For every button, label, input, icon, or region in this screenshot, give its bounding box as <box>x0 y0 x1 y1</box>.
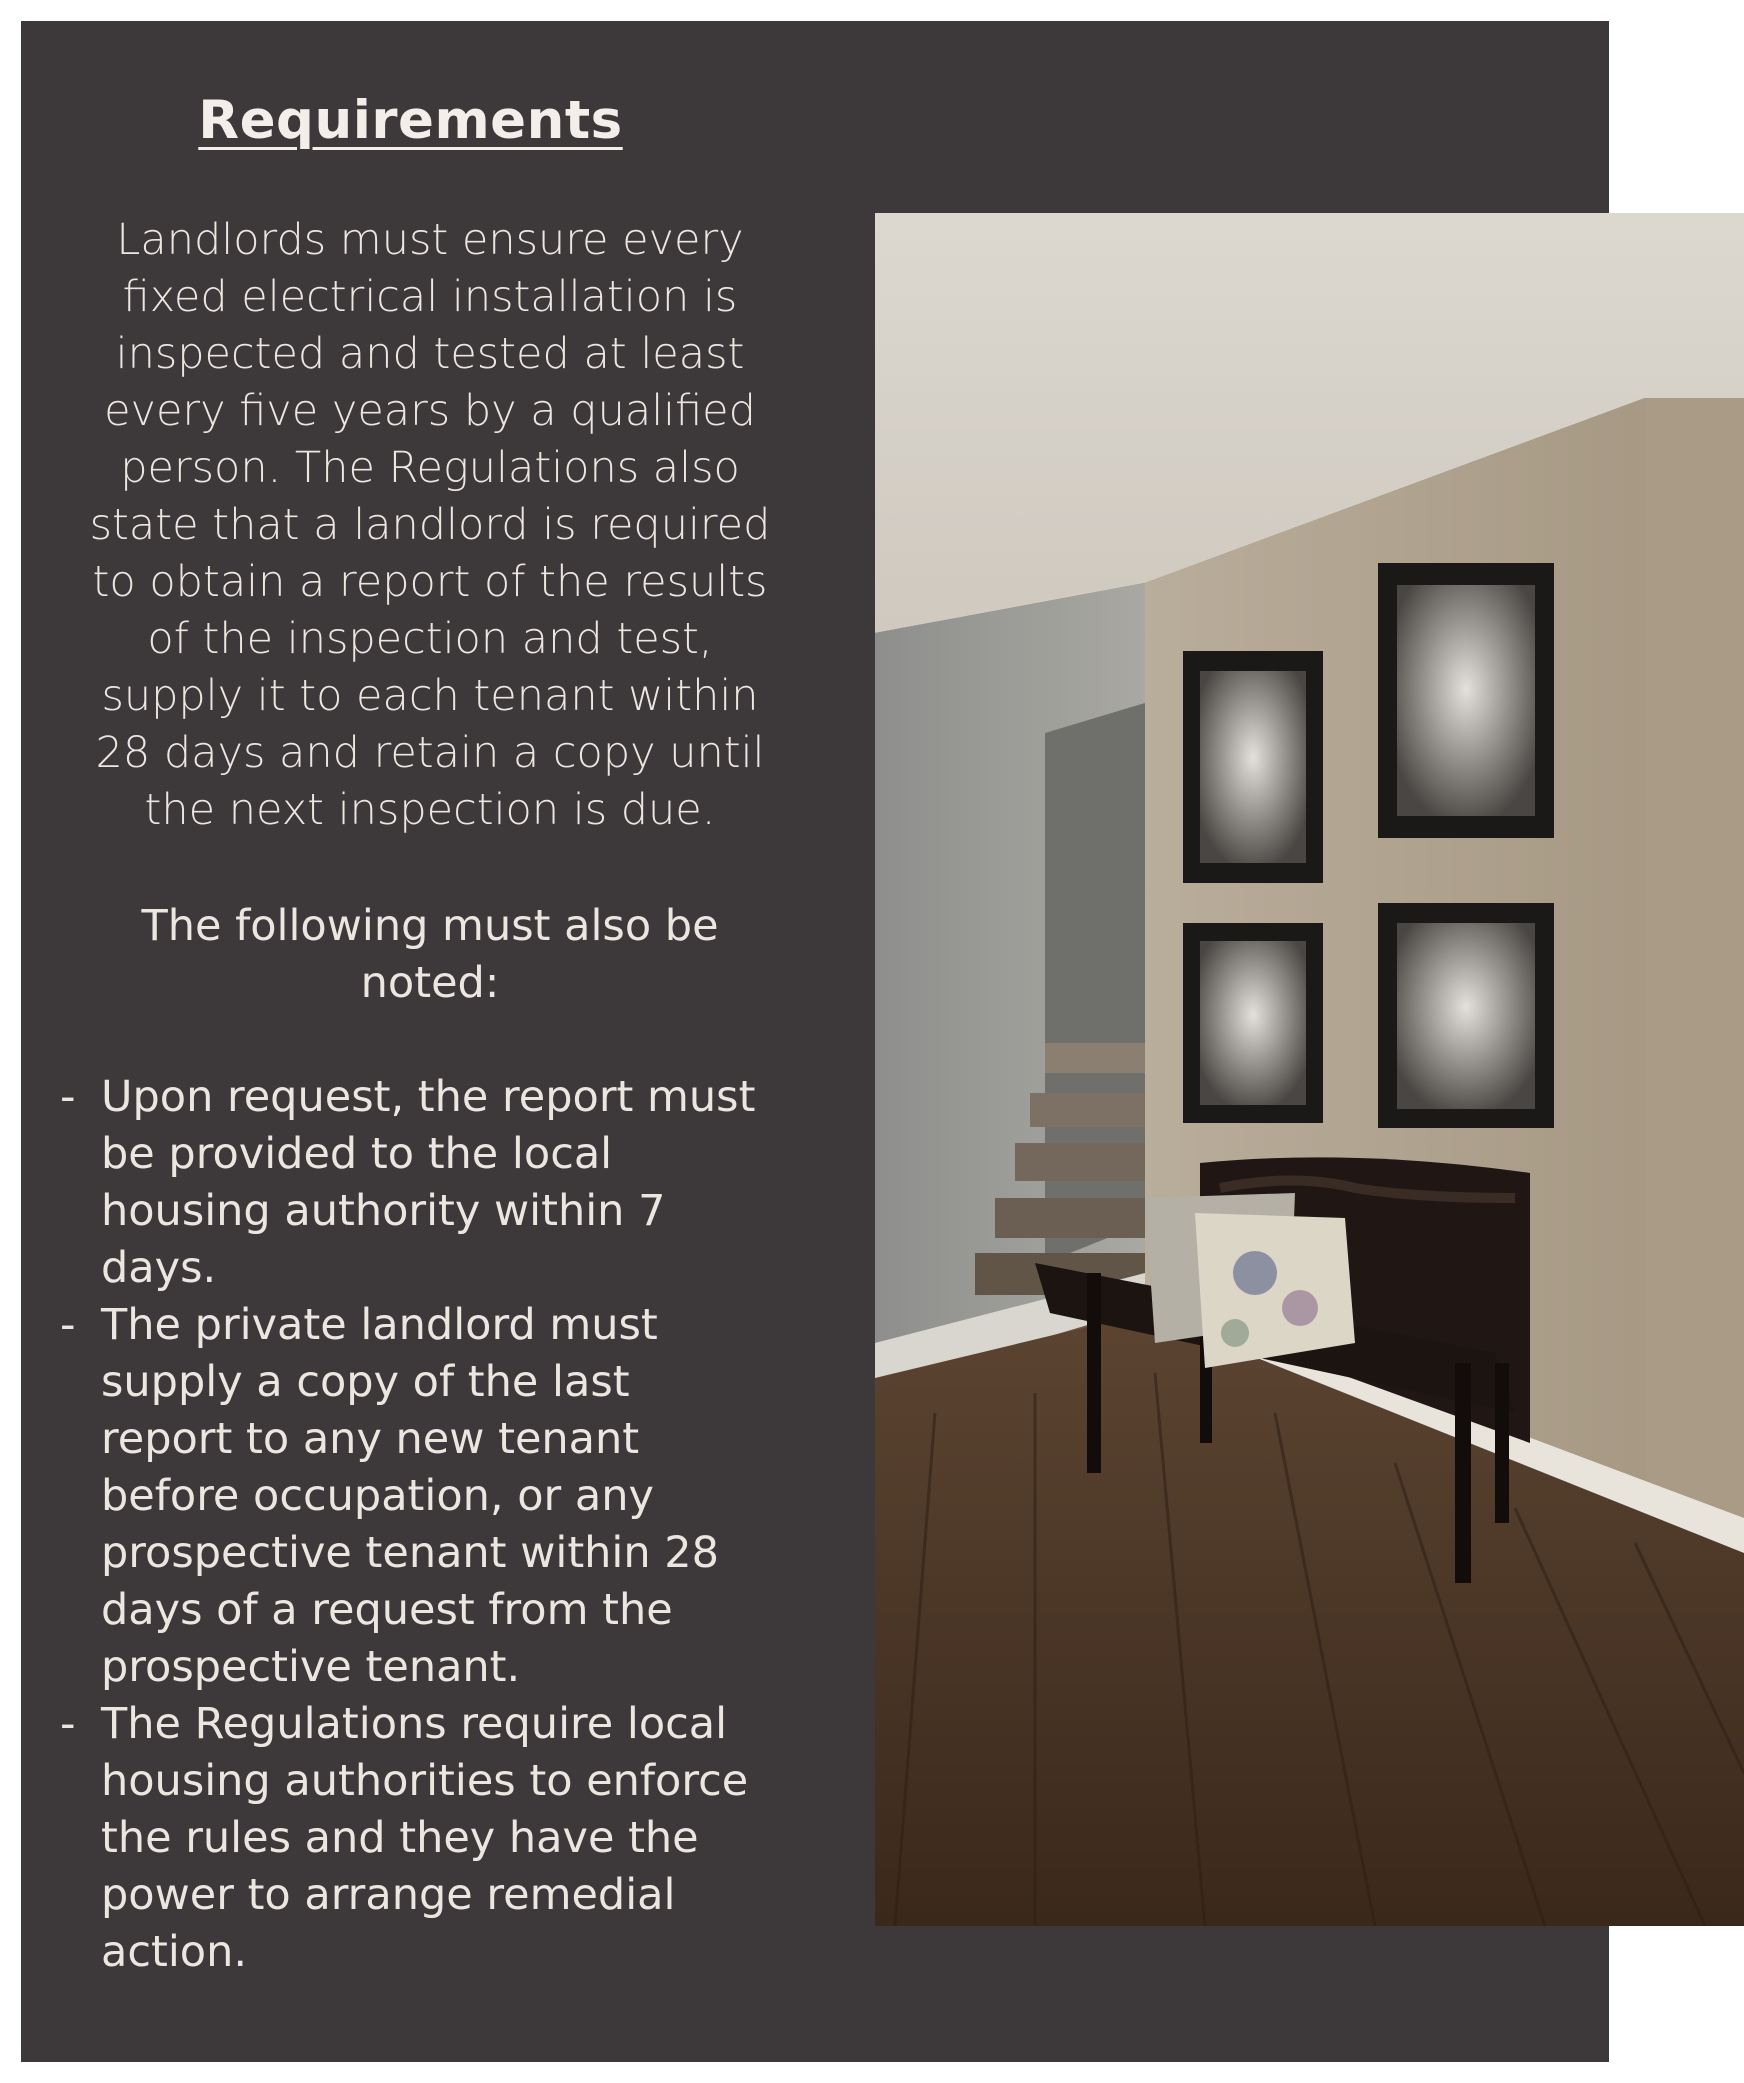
following-line: noted: <box>360 958 500 1008</box>
bullet-line: days of a request from the <box>101 1585 673 1635</box>
bullet-line: housing authorities to enforce <box>101 1756 749 1806</box>
list-item <box>60 1297 820 1696</box>
intro-line: supply it to each tenant within <box>101 671 759 721</box>
list-item <box>60 1069 820 1297</box>
intro-line: of the inspection and test, <box>147 614 713 664</box>
bullet-dash: - <box>60 1300 76 1350</box>
bullet-line: report to any new tenant <box>101 1414 640 1464</box>
page-title: Requirements <box>198 90 623 151</box>
bullet-line: Upon request, the report must <box>101 1072 756 1122</box>
bullet-dash: - <box>60 1072 76 1122</box>
intro-paragraph <box>60 212 800 839</box>
bullet-line: the rules and they have the <box>101 1813 699 1863</box>
intro-line: fixed electrical installation is <box>122 272 738 322</box>
bullet-line: The Regulations require local <box>101 1699 728 1749</box>
bullet-line: be provided to the local <box>101 1129 613 1179</box>
bullet-line: The private landlord must <box>101 1300 658 1350</box>
intro-line: to obtain a report of the results <box>92 557 768 607</box>
hallway-illustration <box>875 213 1744 1926</box>
bullet-line: supply a copy of the last <box>101 1357 630 1407</box>
list-item <box>60 1696 820 1981</box>
following-note <box>60 898 800 1012</box>
bullet-dash: - <box>60 1699 76 1749</box>
bullet-line: before occupation, or any <box>101 1471 654 1521</box>
side-wall <box>1645 398 1744 1583</box>
intro-line: inspected and tested at least <box>115 329 745 379</box>
intro-line: the next inspection is due. <box>144 785 716 835</box>
requirements-list <box>60 1069 820 1981</box>
bullet-line: power to arrange remedial <box>101 1870 676 1920</box>
intro-line: person. The Regulations also <box>120 443 740 493</box>
intro-line: state that a landlord is required <box>89 500 771 550</box>
following-line: The following must also be <box>141 901 719 951</box>
intro-line: Landlords must ensure every <box>116 215 744 265</box>
intro-line: 28 days and retain a copy until <box>95 728 765 778</box>
bullet-line: prospective tenant within 28 <box>101 1528 720 1578</box>
intro-line: every five years by a qualified <box>104 386 756 436</box>
bullet-line: prospective tenant. <box>101 1642 521 1692</box>
bullet-line: action. <box>101 1927 248 1977</box>
hallway-photo <box>875 213 1744 1926</box>
bullet-line: days. <box>101 1243 217 1293</box>
bullet-line: housing authority within 7 <box>101 1186 666 1236</box>
